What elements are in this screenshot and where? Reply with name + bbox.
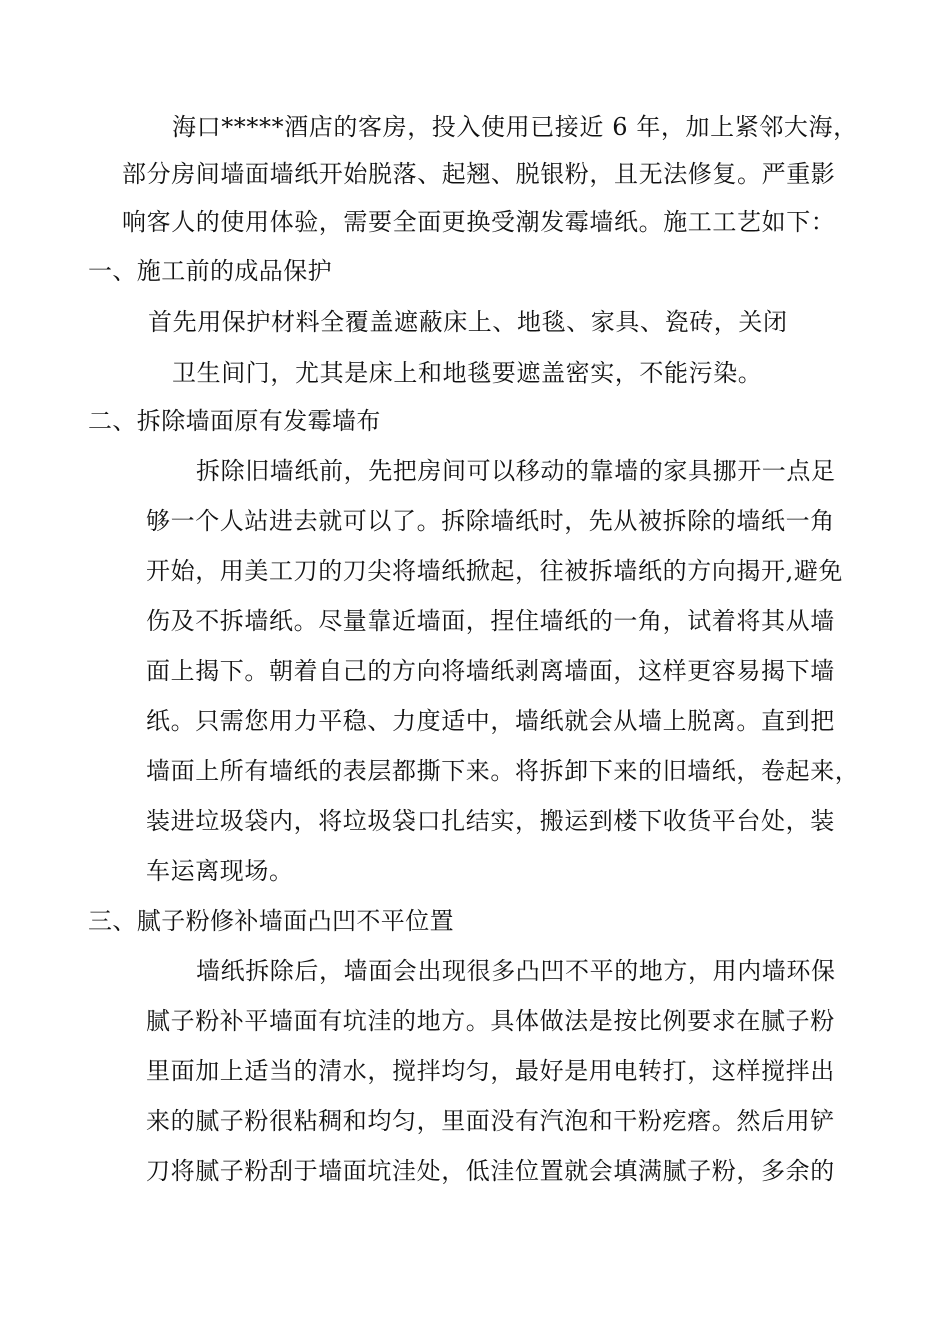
- section-heading-2: 二、拆除墙面原有发霉墙布: [88, 407, 381, 435]
- section-2-line-1: 拆除旧墙纸前，先把房间可以移动的靠墙的家具挪开一点足: [196, 457, 836, 485]
- section-1-line-2: 卫生间门，尤其是床上和地毯要遮盖密实，不能污染。: [172, 359, 763, 387]
- section-2-line-7: 墙面上所有墙纸的表层都撕下来。将拆卸下来的旧墙纸，卷起来，: [146, 757, 860, 785]
- intro-line-1: 海口*****酒店的客房，投入使用已接近 6 年，加上紧邻大海，: [172, 113, 858, 141]
- intro-line-3: 响客人的使用体验，需要全面更换受潮发霉墙纸。施工工艺如下：: [122, 208, 836, 236]
- section-heading-1: 一、施工前的成品保护: [88, 257, 332, 285]
- section-3-line-1: 墙纸拆除后，墙面会出现很多凸凹不平的地方，用内墙环保: [196, 957, 836, 985]
- section-2-line-5: 面上揭下。朝着自己的方向将墙纸剥离墙面，这样更容易揭下墙: [146, 657, 835, 685]
- section-2-line-8: 装进垃圾袋内，将垃圾袋口扎结实，搬运到楼下收货平台处，装: [146, 807, 835, 835]
- intro-line-2: 部分房间墙面墙纸开始脱落、起翘、脱银粉，且无法修复。严重影: [122, 160, 836, 188]
- section-2-line-3: 开始，用美工刀的刀尖将墙纸掀起，往被拆墙纸的方向揭开,避免: [146, 557, 844, 585]
- section-2-line-4: 伤及不拆墙纸。尽量靠近墙面，捏住墙纸的一角，试着将其从墙: [146, 607, 835, 635]
- section-2-line-2: 够一个人站进去就可以了。拆除墙纸时，先从被拆除的墙纸一角: [146, 507, 835, 535]
- section-3-line-5: 刀将腻子粉刮于墙面坑洼处，低洼位置就会填满腻子粉，多余的: [146, 1157, 835, 1185]
- section-3-line-3: 里面加上适当的清水，搅拌均匀，最好是用电转打，这样搅拌出: [146, 1057, 835, 1085]
- section-1-line-1: 首先用保护材料全覆盖遮蔽床上、地毯、家具、瓷砖，关闭: [148, 308, 788, 336]
- section-3-line-4: 来的腻子粉很粘稠和均匀，里面没有汽泡和干粉疙瘩。然后用铲: [146, 1107, 835, 1135]
- section-2-line-6: 纸。只需您用力平稳、力度适中，墙纸就会从墙上脱离。直到把: [146, 707, 835, 735]
- section-heading-3: 三、腻子粉修补墙面凸凹不平位置: [88, 907, 454, 935]
- section-2-line-9: 车运离现场。: [146, 857, 294, 885]
- section-3-line-2: 腻子粉补平墙面有坑洼的地方。具体做法是按比例要求在腻子粉: [146, 1007, 835, 1035]
